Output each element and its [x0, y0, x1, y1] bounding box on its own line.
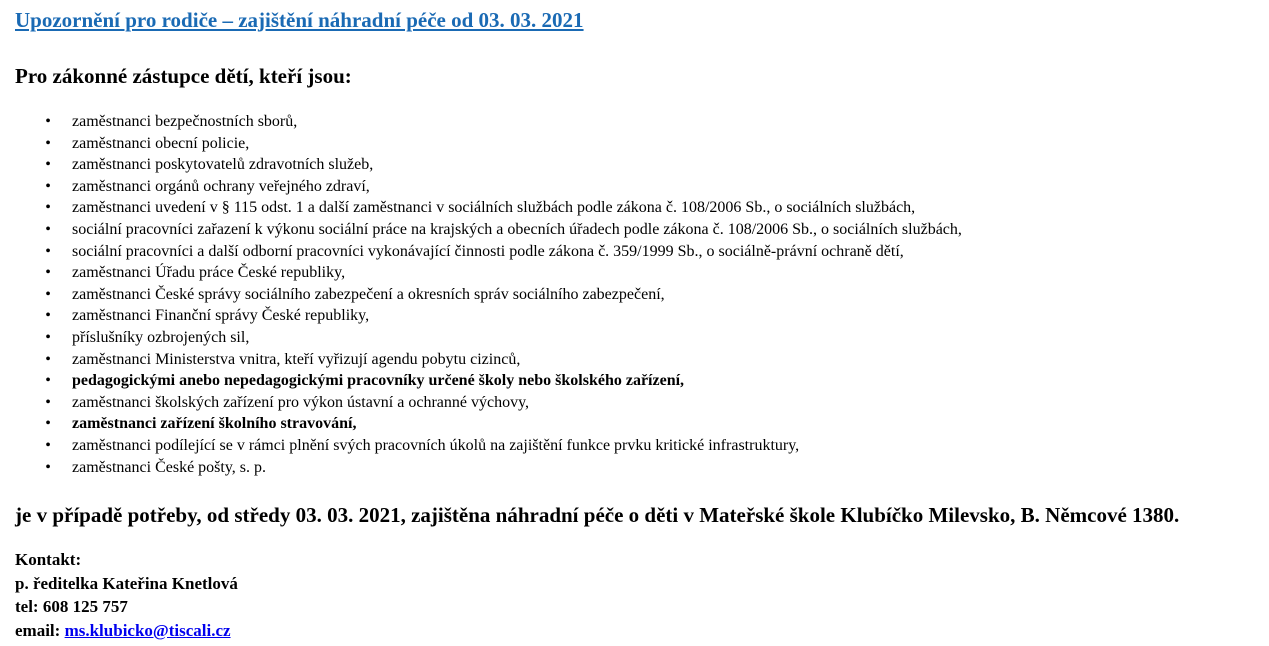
bullet-icon: • [45, 350, 51, 368]
list-item [15, 413, 1265, 435]
list-item-text: pedagogickými anebo nepedagogickými pracovníky určené školy nebo školského zařízení, [72, 372, 685, 390]
list-item [15, 284, 1265, 306]
list-item [15, 262, 1265, 284]
contact-email-row [15, 619, 1265, 643]
list-item-text: sociální pracovníci zařazení k výkonu sociální práce na krajských a obecních úřadech podle zákona č. 108/2006 Sb., o sociálních službách, [72, 220, 962, 238]
bullet-icon: • [45, 372, 51, 390]
bullet-icon: • [45, 285, 51, 303]
bullet-icon: • [45, 436, 51, 454]
list-item-text: příslušníky ozbrojených sil, [72, 328, 250, 346]
list-item [15, 241, 1265, 263]
care-statement: je v případě potřeby, od středy 03. 03. 2021, zajištěna náhradní péče o děti v Mateřské škole Klubíčko Milevsko, B. Němcové 1380. [15, 503, 1180, 528]
list-item-text: zaměstnanci České správy sociálního zabezpečení a okresních správ sociálního zabezpečení, [72, 285, 665, 303]
list-item-text: sociální pracovníci a další odborní pracovníci vykonávající činnosti podle zákona č. 359/1999 Sb., o sociálně-právní ochraně dětí, [72, 242, 904, 260]
email-label: email: [15, 620, 61, 640]
list-item-text: zaměstnanci školských zařízení pro výkon ústavní a ochranné výchovy, [72, 393, 530, 411]
bullet-icon: • [45, 328, 51, 346]
list-item [15, 305, 1265, 327]
list-item-text: zaměstnanci poskytovatelů zdravotních služeb, [72, 156, 374, 174]
list-item-text: zaměstnanci zařízení školního stravování, [72, 415, 357, 433]
list-item-text: zaměstnanci Finanční správy České republiky, [72, 307, 370, 325]
bullet-icon: • [45, 177, 51, 195]
list-item [15, 327, 1265, 349]
contact-heading: Kontakt: [15, 550, 82, 570]
bullet-icon: • [45, 220, 51, 238]
page-title-link[interactable]: Upozornění pro rodiče – zajištění náhradní péče od 03. 03. 2021 [15, 8, 584, 32]
list-item [15, 133, 1265, 155]
contact-block [15, 548, 1265, 642]
list-item-text: zaměstnanci bezpečnostních sborů, [72, 113, 298, 130]
list-item [15, 154, 1265, 176]
list-item-text: zaměstnanci orgánů ochrany veřejného zdraví, [72, 177, 370, 195]
list-item [15, 111, 1265, 133]
bullet-icon: • [45, 156, 51, 174]
bullet-icon: • [45, 458, 51, 476]
bullet-icon: • [45, 113, 51, 130]
list-item [15, 219, 1265, 241]
bullet-icon: • [45, 134, 51, 152]
list-item-text: zaměstnanci Ministerstva vnitra, kteří vyřizují agendu pobytu cizinců, [72, 350, 521, 368]
bullet-icon: • [45, 242, 51, 260]
bullet-icon: • [45, 199, 51, 217]
list-item-text: zaměstnanci obecní policie, [72, 134, 250, 152]
bullet-icon: • [45, 415, 51, 433]
email-link[interactable]: ms.klubicko@tiscali.cz [64, 620, 231, 640]
list-item-text: zaměstnanci Úřadu práce České republiky, [72, 264, 346, 282]
bullet-icon: • [45, 307, 51, 325]
list-item [15, 392, 1265, 414]
audience-heading: Pro zákonné zástupce dětí, kteří jsou: [15, 64, 352, 88]
list-item [15, 435, 1265, 457]
list-item-text: zaměstnanci uvedení v § 115 odst. 1 a další zaměstnanci v sociálních službách podle zákona č. 108/2006 Sb., o sociálních službách, [72, 199, 916, 217]
page-content [15, 0, 1265, 642]
contact-person: p. ředitelka Kateřina Knetlová [15, 573, 238, 593]
contact-phone: tel: 608 125 757 [15, 597, 128, 617]
list-item [15, 349, 1265, 371]
list-item [15, 457, 1265, 479]
eligible-groups-list [15, 111, 1265, 478]
bullet-icon: • [45, 264, 51, 282]
list-item-text: zaměstnanci podílející se v rámci plnění svých pracovních úkolů na zajištění funkce prvku kritické infrastruktury, [72, 436, 800, 454]
bullet-icon: • [45, 393, 51, 411]
list-item [15, 176, 1265, 198]
list-item-text: zaměstnanci České pošty, s. p. [72, 458, 267, 476]
list-item [15, 370, 1265, 392]
list-item [15, 197, 1265, 219]
